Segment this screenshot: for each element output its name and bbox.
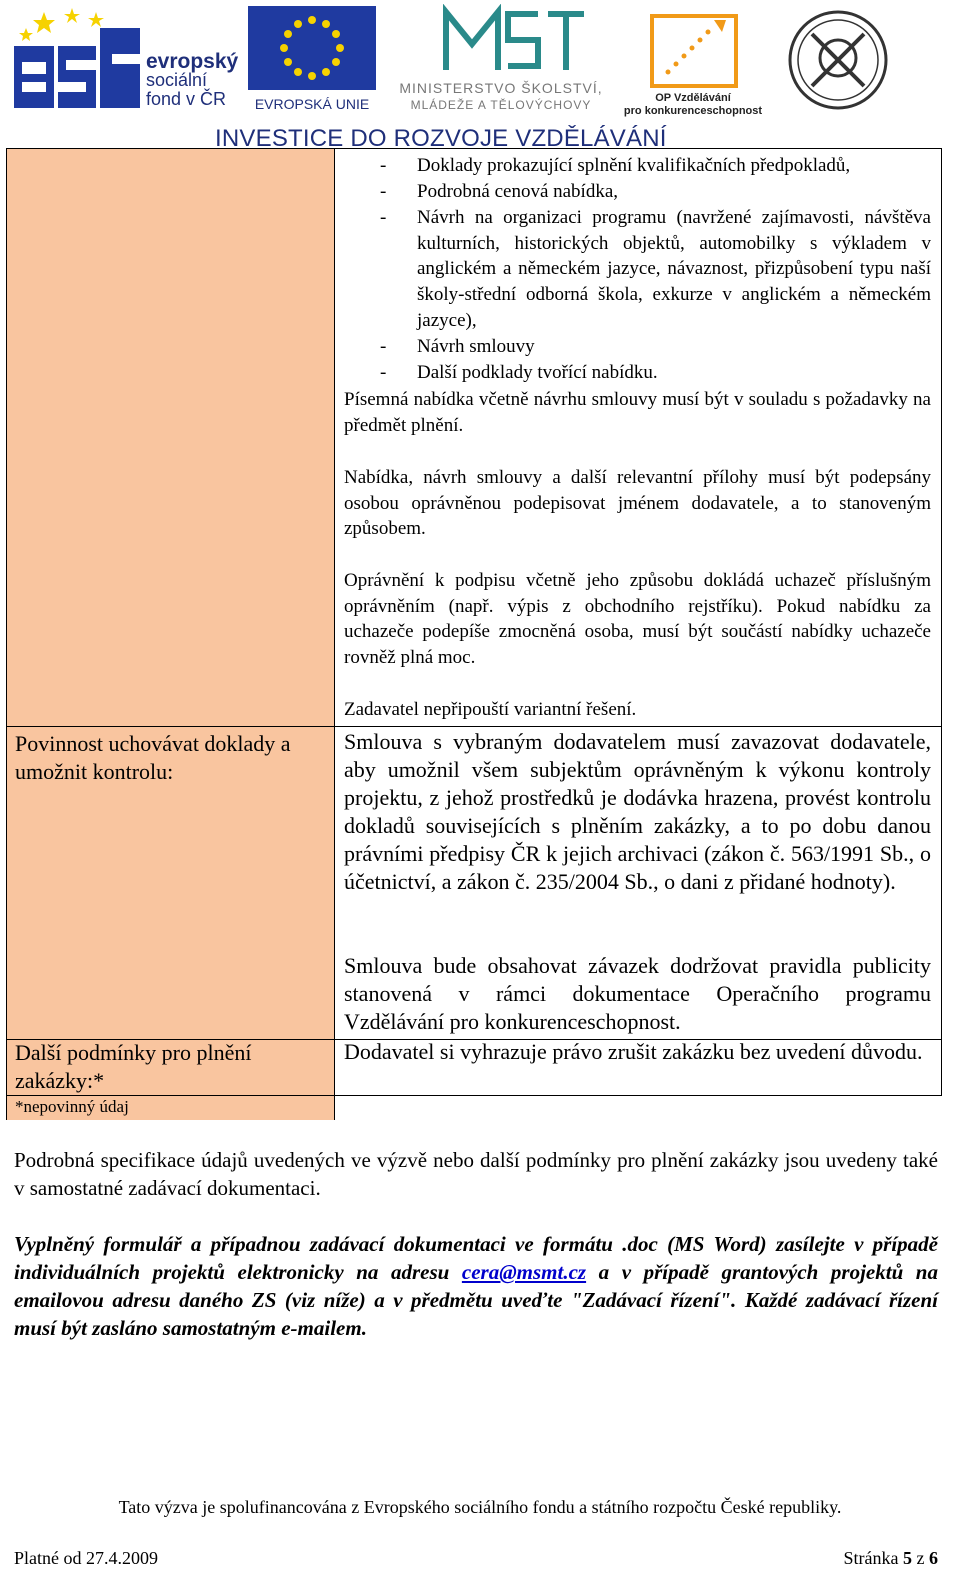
list-item-text: Další podklady tvořící nabídku. [417,362,658,383]
list-item-text: Doklady prokazující splnění kvalifikačních předpokladů, [417,155,851,176]
paragraph: Smlouva s vybraným dodavatelem musí zavazovat dodavatele, aby umožnil všem subjektům oprávněným k výkonu kontroly projektu, z jehož prostředků je dodávka hrazena, provést kontrolu dokladů souvisejících s plněním zakázky, a to po dobu danou právními předpisy ČR k jejich archivaci (zákon č. 563/1991 Sb., o účetnictví, a zákon č. 235/2004 Sb., o dani z přidané hodnoty). [344,729,931,894]
msmt-mark-icon [388,4,614,76]
esf-line2: sociální [146,70,208,90]
list-item-text: Návrh na organizaci programu (navržené zajímavosti, návštěva kulturních, historických objektů, automobilky s výkladem v anglickém a německém jazyce, návaznost, přizpůsobení typu naší školy-střední odborná škola, exkurze v anglickém a německém jazyce), [417,207,931,331]
email-link[interactable]: cera@msmt.cz [461,1260,587,1284]
optional-note: *nepovinný údaj [15,1097,129,1116]
specification-note: Podrobná specifikace údajů uvedených ve výzvě nebo další podmínky pro plnění zakázky jsou uvedeny také v samostatné zadávací dokumentaci. [14,1148,938,1200]
esf-wordmark [146,52,238,109]
table-column-divider [334,148,335,1120]
table-left-border [6,148,7,1120]
page-total: 6 [929,1548,938,1568]
esf-mark-icon [14,6,144,112]
list-item-text: Návrh smlouvy [417,336,535,357]
table-right-border [941,148,942,1096]
paragraph: Nabídka, návrh smlouvy a další relevantní přílohy musí být podepsány osobou oprávněnou podepisovat jménem dodavatele, a to stanoveným způsobem. [344,467,931,540]
msmt-line2: MLÁDEŽE A TĚLOVÝCHOVY [410,98,592,112]
msmt-line1: MINISTERSTVO ŠKOLSTVÍ, [399,80,603,96]
op-logo [618,6,768,117]
school-seal-icon [786,8,890,112]
row-label-conditions: Další podmínky pro plnění zakázky:* [15,1040,252,1093]
label-column [6,148,334,1120]
eu-logo [248,6,376,112]
cofinance-note: Tato výzva je spolufinancována z Evropského sociálního fondu a státního rozpočtu České republiky. [118,1497,842,1517]
valid-from: Platné od 27.4.2009 [14,1548,158,1568]
submission-instructions [14,1230,938,1342]
page-separator: z [916,1548,925,1568]
op-line2: pro konkurenceschopnost [623,105,763,117]
op-mark-icon [618,6,768,90]
instructions-part1: Vyplněný formulář a případnou zadávací dokumentaci ve formátu .doc (MS Word) zasílejte v případě individuálních projektů elektronicky na adresu [14,1232,938,1284]
paragraph: Oprávnění k podpisu včetně jeho způsobu dokládá uchazeč příslušným oprávněním (např. výpis z obchodního rejstříku). Pokud nabídku za uchazeče podepíše zmocněná osoba, musí být součástí nabídky uchazeče rovněž plná moc. [344,570,931,669]
list-item-text: Podrobná cenová nabídka, [417,181,619,202]
esf-line1: evropský [146,50,239,73]
row-divider-1 [6,726,942,727]
paragraph: Smlouva bude obsahovat závazek dodržovat pravidla publicity stanovená v rámci dokumentace Operačního programu Vzdělávání pro konkurenceschopnost. [344,953,931,1034]
school-seal-logo [786,8,890,112]
table-top-border [6,148,942,149]
eu-flag-icon [248,6,376,90]
msmt-logo [388,4,614,114]
instructions-part2: a v případě grantových projektů na emailovou adresu daného ZS (viz níže) a v předmětu uveďte "Zadávací řízení". Každé zadávací řízení musí být zasláno samostatným e-mailem. [14,1260,938,1340]
row-label-control: Povinnost uchovávat doklady a umožnit kontrolu: [15,731,291,784]
op-line1: OP Vzdělávání [655,92,731,104]
paragraph: Písemná nabídka včetně návrhu smlouvy musí být v souladu s požadavky na předmět plnění. [344,389,931,436]
paragraph: Dodavatel si vyhrazuje právo zrušit zakázku bez uvedení důvodu. [344,1039,923,1064]
paragraph: Zadavatel nepřipouští variantní řešení. [344,699,637,720]
esf-line3: fond v ČR [146,89,227,109]
page-number: 5 [903,1548,912,1568]
investice-tagline: INVESTICE DO ROZVOJE VZDĚLÁVÁNÍ [215,125,667,148]
page-label: Stránka [843,1548,899,1568]
conditions-table: - Doklady prokazující splnění kvalifikačních předpokladů, - Podrobná cenová nabídka, - Návrh na organizaci programu (navržené zajímavosti, návštěva kulturních, historických objektů, automobilky s výkladem v anglickém a německém jazyce, návaznost, přizpůsobení typu naší školy-střední odborná škola, exkurze v anglickém a německém jazyce), - Návrh smlouvy - Další podklady tvořící nabídku. Písemná nabídka včetně návrhu smlouvy musí být v souladu s požadavky na předmět plnění. Nabídka, návrh smlouvy a další relevantní přílohy musí být podepsány osobou oprávněnou podepisovat jménem dodavatele, a to stanoveným způsobem. Oprávnění k podpisu včetně jeho způsobu dokládá uchazeč příslušným oprávněním (např. výpis z obchodního rejstříku). Pokud nabídku za uchazeče podepíše zmocněná osoba, musí být součástí nabídky uchazeče rovněž plná moc. Zadavatel nepřipouští variantní řešení. Povinnost uchovávat doklady a umožnit kontrolu: Smlouva s vybraným dodavatelem musí zavazovat dodavatele, aby umožnil všem subjektům oprávněným k výkonu kontroly projektu, z jehož prostředků je dodávka hrazena, provést kontrolu dokladů souvisejících s plněním zakázky, a to po dobu danou právními předpisy ČR k jejich archivaci (zákon č. 563/1991 Sb., o účetnictví, a zákon č. 235/2004 Sb., o dani z přidané hodnoty). Smlouva bude obsahovat závazek dodržovat pravidla publicity stanovená v rámci dokumentace Operačního programu Vzdělávání pro konkurenceschopnost. Další podmínky pro plnění zakázky:* *nepovinný údaj Dodavatel si vyhrazuje právo zrušit zakázku bez uvedení důvodu. [6,148,942,1120]
page-indicator [808,1548,938,1569]
eu-caption: EVROPSKÁ UNIE [254,96,370,112]
esf-logo [14,6,239,112]
